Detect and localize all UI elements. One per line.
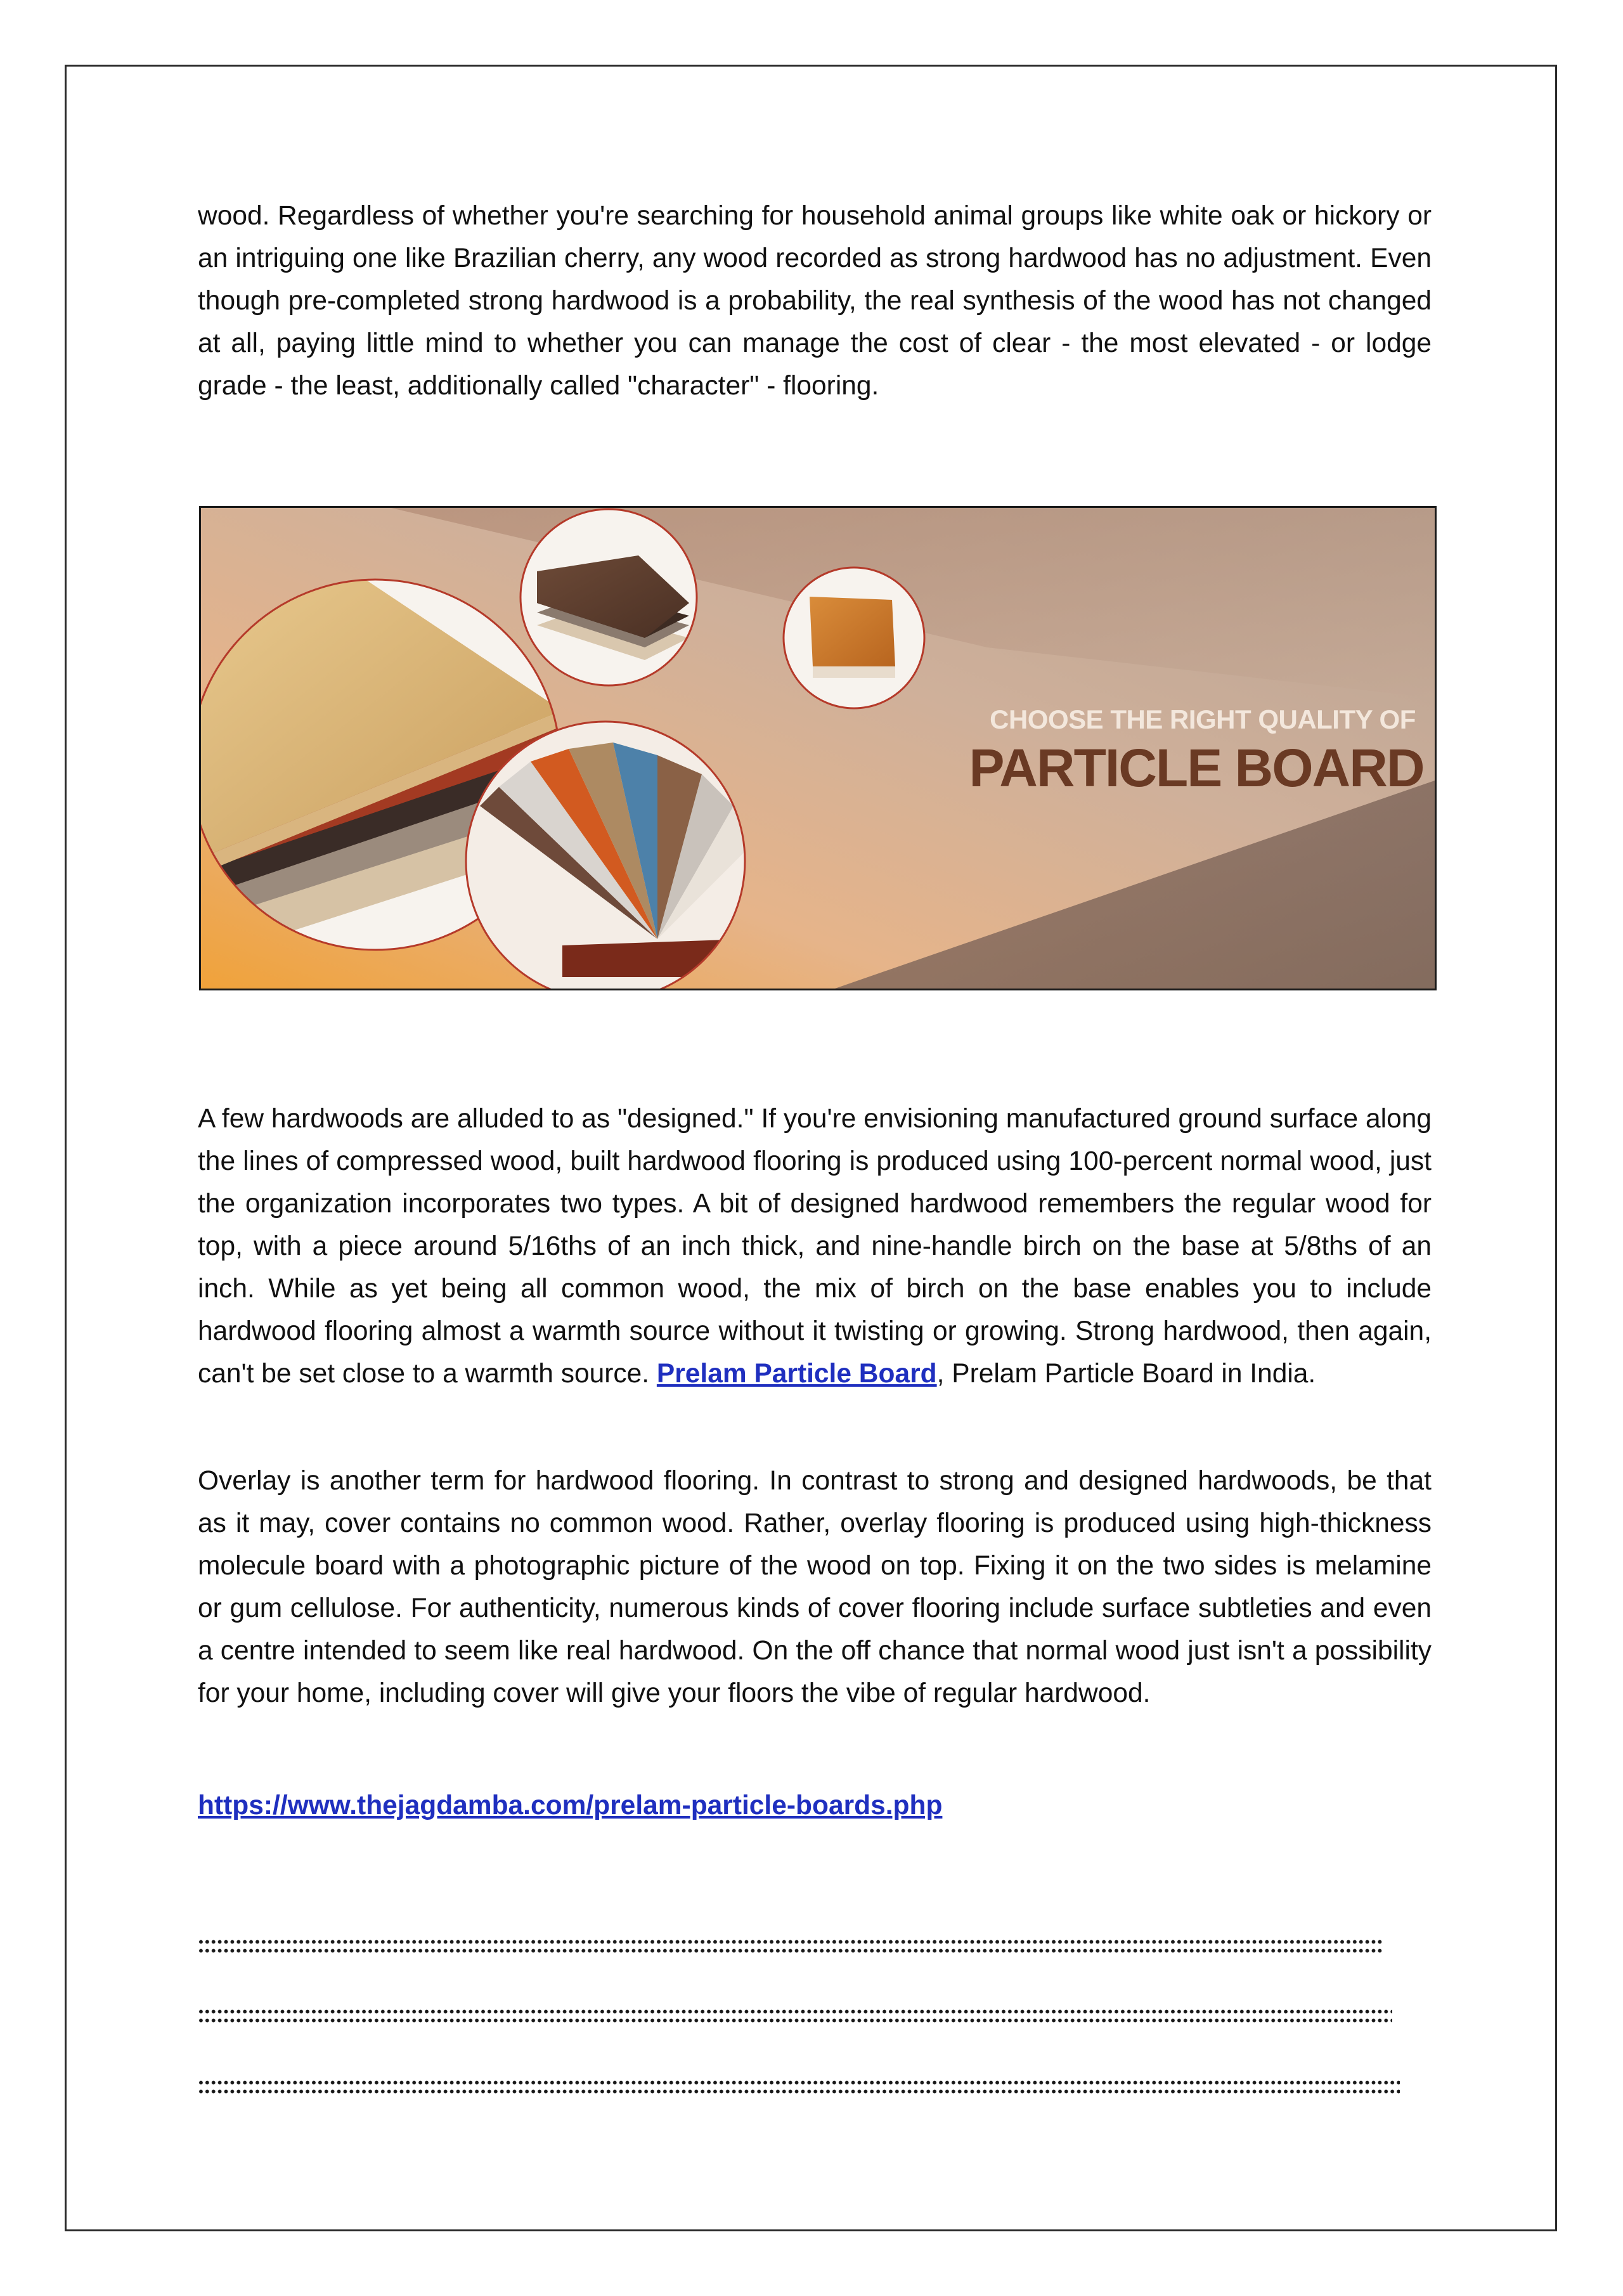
paragraph-1: wood. Regardless of whether you're searching for household animal groups like white oak or hickory or an intriguing one like Brazilian cherry, any wood recorded as strong hardwood has no adjustment. Even though pre-completed strong hardwood is a probability, the real synthesis of the wood has not changed at all, paying little mind to whether you can manage the cost of clear - the most elevated - or lodge grade - the least, additionally called "character" - flooring. [198,201,1432,401]
source-url-link[interactable]: https://www.thejagdamba.com/prelam-particle-boards.php [198,1791,943,1820]
paragraph-2-tail: , Prelam Particle Board in India. [936,1359,1316,1389]
dotted-separator [198,2079,1400,2098]
paragraph-2 [198,1098,1432,1395]
particle-board-banner [199,506,1437,990]
dotted-separator [198,2008,1392,2027]
dotted-separator [198,1938,1383,1957]
paragraph-2-text: A few hardwoods are alluded to as "designed." If you're envisioning manufactured ground surface along the lines of compressed wood, built hardwood flooring is produced using 100-percent normal wood, just the organization incorporates two types. A bit of designed hardwood remembers the regular wood for top, with a piece around 5/16ths of an inch thick, and nine-handle birch on the base at 5/8ths of an inch. While as yet being all common wood, the mix of birch on the base enables you to include hardwood flooring almost a warmth source without it twisting or growing. Strong hardwood, then again, can't be set close to a warmth source. [198,1104,1432,1389]
banner-subtitle: CHOOSE THE RIGHT QUALITY OF [990,704,1416,734]
banner-title: PARTICLE BOARD [969,738,1424,798]
prelam-particle-board-link[interactable]: Prelam Particle Board [656,1359,937,1389]
paragraph-3: Overlay is another term for hardwood flooring. In contrast to strong and designed hardwoods, be that as it may, cover contains no common wood. Rather, overlay flooring is produced using high-thickness molecule board with a photographic picture of the wood on top. Fixing it on the two sides is melamine or gum cellulose. For authenticity, numerous kinds of cover flooring include surface subtleties and even a centre intended to seem like real hardwood. On the off chance that normal wood just isn't a possibility for your home, including cover will give your floors the vibe of regular hardwood. [198,1466,1432,1708]
